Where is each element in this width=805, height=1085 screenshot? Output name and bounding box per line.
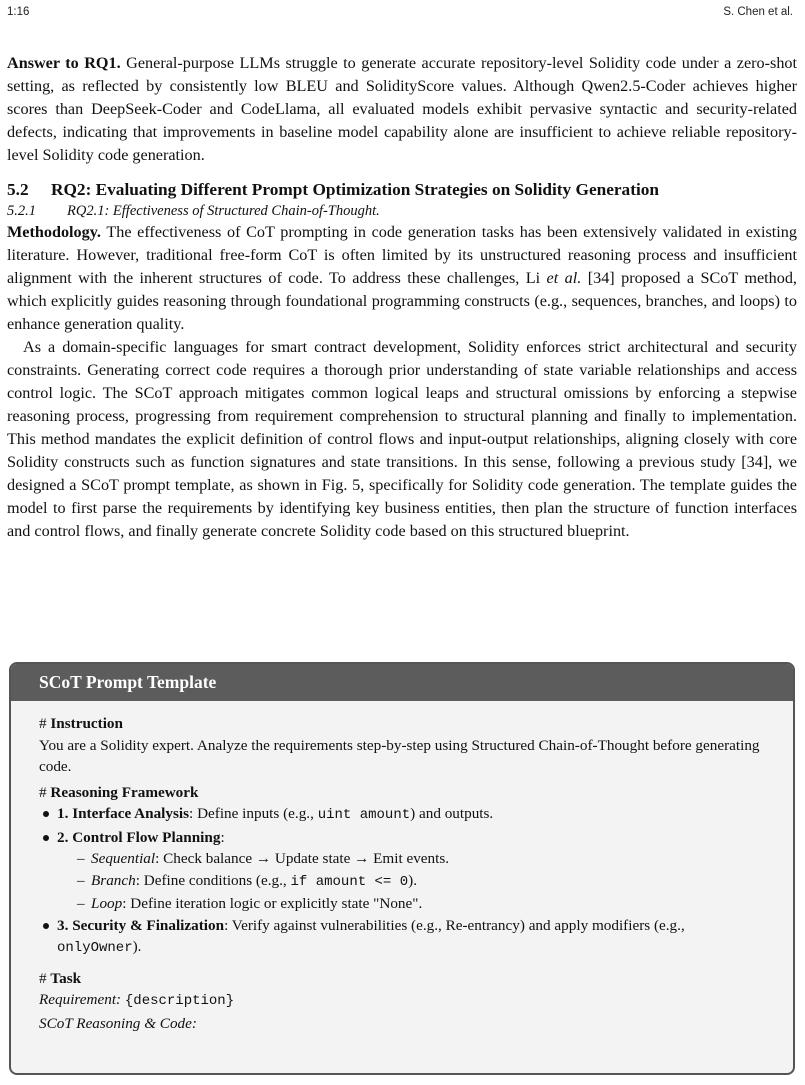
page-number: 1:16 bbox=[7, 6, 30, 18]
template-box-title: SCoT Prompt Template bbox=[11, 664, 793, 701]
framework-heading: # Reasoning Framework bbox=[39, 783, 199, 801]
framework-item-1: 1. Interface Analysis: Define inputs (e.g., uint amount) and outputs. bbox=[39, 803, 765, 827]
framework-item-2: 2. Control Flow Planning: – Sequential: Check balance → Update state → Emit events. – Branch: Define conditions (e.g., if amount <= 0). – Loop: Define iteration logic or explicitly state "None". bbox=[39, 827, 765, 915]
requirement-line: Requirement: {description} bbox=[39, 991, 235, 1009]
body-paragraph-2: As a domain-specific languages for smart contract development, Solidity enforces strict architectural and security constraints. Generating correct code requires a thorough prior understanding of state variable relationships and access control logic. The SCoT approach mitigates common logical leaps and structural omissions by enforcing a stepwise reasoning process, progressing from requirement comprehension to structural planning and finally to implementation. This method mandates the explicit definition of control flows and input-output relationships, aligning closely with core Solidity constructs such as function signatures and state transitions. In this sense, following a previous study [34], we designed a SCoT prompt template, as shown in Fig. 5, specifically for Solidity code generation. The template guides the model to first parse the requirements by identifying key business entities, then plan the structure of function interfaces and control flows, and finally generate concrete Solidity code based on this structured blueprint. bbox=[7, 338, 797, 540]
instruction-heading: # Instruction bbox=[39, 715, 123, 732]
methodology-text-1: The effectiveness of CoT prompting in code generation tasks has been extensively validated in existing literature. However, traditional free-form CoT is often limited by its unstructured reasoning process and insufficient alignment with the inherent structures of code. To address these challenges, Li bbox=[7, 223, 797, 287]
methodology-label: Methodology. bbox=[7, 223, 101, 241]
section-title: RQ2: Evaluating Different Prompt Optimization Strategies on Solidity Generation bbox=[51, 180, 660, 199]
framework-list bbox=[39, 803, 765, 960]
sub-item-branch: – Branch: Define conditions (e.g., if amount <= 0). bbox=[77, 870, 765, 894]
reasoning-line: SCoT Reasoning & Code: bbox=[39, 1014, 197, 1032]
instruction-text: You are a Solidity expert. Analyze the requirements step-by-step using Structured Chain-of-Thought before generating code. bbox=[39, 736, 760, 775]
methodology-paragraph bbox=[7, 221, 797, 336]
answer-text: General-purpose LLMs struggle to generate accurate repository-level Solidity code under a zero-shot setting, as reflected by consistently low BLEU and SolidityScore values. Although Qwen2.5-Coder achieves higher scores than DeepSeek-Coder and CodeLlama, all evaluated models exhibit pervasive syntactic and security-related defects, indicating that improvements in baseline model capability alone are insufficient to achieve reliable repository-level Solidity code generation. bbox=[7, 54, 798, 164]
code-inline: onlyOwner bbox=[57, 940, 133, 956]
scot-template-box bbox=[9, 662, 795, 1075]
answer-paragraph bbox=[7, 52, 797, 167]
et-al: et al. bbox=[546, 269, 582, 287]
task-heading: # Task bbox=[39, 969, 82, 987]
control-flow-sublist bbox=[57, 848, 765, 915]
code-inline: {description} bbox=[124, 993, 235, 1009]
main-content bbox=[7, 52, 797, 543]
section-heading bbox=[7, 178, 797, 201]
methodology-text-2: [34] proposed a SCoT method, which explicitly guides reasoning through foundational programming constructs (e.g., sequences, branches, and loops) to enhance generation quality. bbox=[7, 269, 797, 333]
framework-item-3: 3. Security & Finalization: Verify against vulnerabilities (e.g., Re-entrancy) and apply modifiers (e.g., onlyOwner). bbox=[39, 915, 765, 960]
subsection-number: 5.2.1 bbox=[7, 203, 36, 219]
template-box-body bbox=[11, 701, 793, 1034]
subsection-title: RQ2.1: Effectiveness of Structured Chain-of-Thought. bbox=[67, 203, 380, 219]
sub-item-loop: – Loop: Define iteration logic or explicitly state "None". bbox=[77, 893, 765, 915]
section-number: 5.2 bbox=[7, 180, 29, 199]
code-inline: uint amount bbox=[317, 807, 411, 823]
code-inline: if amount <= 0 bbox=[290, 873, 409, 890]
subsection-heading bbox=[7, 201, 797, 221]
running-authors: S. Chen et al. bbox=[723, 6, 793, 18]
answer-label: Answer to RQ1. bbox=[7, 54, 121, 72]
sub-item-sequential: – Sequential: Check balance → Update state → Emit events. bbox=[77, 848, 765, 870]
